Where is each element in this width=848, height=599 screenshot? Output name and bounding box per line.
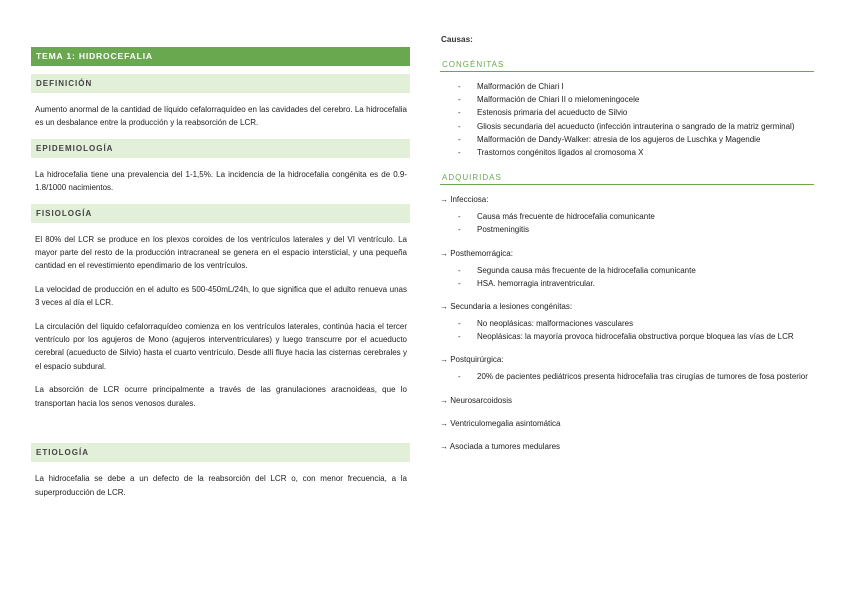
infecciosa-list (440, 210, 814, 236)
list-item: - Malformación de Chiari I (458, 80, 814, 93)
group-label-lesiones-congenitas: → Secundaria a lesiones congénitas: (440, 302, 573, 312)
fisiologia-paragraph: La absorción de LCR ocurre principalmente a través de las granulaciones aracnoideas, que lo transportan hacia los senos venosos durales. (35, 385, 407, 408)
causas-label: Causas: (441, 35, 473, 44)
congenitas-list (440, 80, 814, 159)
document-title: TEMA 1: HIDROCEFALIA (31, 47, 410, 66)
single-ventriculomegalia: → Ventriculomegalia asintomática (440, 418, 561, 428)
list-item: - Estenosis primaria del acueducto de Silvio (458, 106, 814, 119)
section-heading-fisiologia: FISIOLOGÍA (31, 204, 410, 223)
group-label-posthemorragica: → Posthemorrágica: (440, 248, 513, 258)
single-neurosarcoidosis: → Neurosarcoidosis (440, 395, 513, 405)
list-item: - No neoplásicas: malformaciones vasculares (458, 317, 814, 330)
definicion-text: Aumento anormal de la cantidad de líquido cefalorraquídeo en las cavidades del cerebro. La hidrocefalia es un desbalance entre la producción y la reabsorción de LCR. (35, 105, 407, 128)
lesiones-congenitas-list (440, 317, 814, 343)
etiologia-text: La hidrocefalia se debe a un defecto de la reabsorción del LCR o, con menor frecuencia, a la superproducción de LCR. (35, 474, 407, 497)
section-heading-congenitas: CONGÉNITAS (440, 60, 814, 72)
right-column (440, 35, 814, 457)
list-item: - Trastornos congénitos ligados al cromosoma X (458, 146, 814, 159)
list-item: - 20% de pacientes pediátricos presenta hidrocefalia tras cirugías de tumores de fosa posterior (458, 370, 814, 383)
fisiologia-paragraph: El 80% del LCR se produce en los plexos coroides de los ventrículos laterales y del VI ventrículo. La mayor parte del resto de la producción intracraneal se genera en el espacio intersticial, y una pequeña cantidad en el revestimiento ependimario de los ventrículos. (35, 234, 407, 271)
list-item: - Gliosis secundaria del acueducto (infección intrauterina o sangrado de la matriz germinal) (458, 120, 814, 133)
list-item: - Postmeningitis (458, 223, 814, 236)
posthemorragica-list (440, 264, 814, 290)
section-heading-etiologia: ETIOLOGÍA (31, 443, 410, 462)
group-label-infecciosa: → Infecciosa: (440, 195, 489, 205)
section-heading-definicion: DEFINICIÓN (31, 74, 410, 93)
list-item: - Neoplásicas: la mayoría provoca hidrocefalia obstructiva porque bloquea las vías de LCR (458, 330, 814, 343)
left-column (31, 47, 410, 499)
epidemiologia-text: La hidrocefalia tiene una prevalencia del 1-1,5%. La incidencia de la hidrocefalia congénita es de 0.9-1.8/1000 nacimientos. (35, 169, 407, 193)
list-item: - Malformación de Chiari II o mielomeningocele (458, 93, 814, 106)
section-heading-adquiridas: ADQUIRIDAS (440, 173, 814, 185)
fisiologia-paragraph: La velocidad de producción en el adulto es 500-450mL/24h, lo que significa que el adulto renueva unas 3 veces al día el LCR. (35, 284, 407, 308)
group-label-postquirurgica: → Postquirúrgica: (440, 355, 504, 365)
fisiologia-paragraph: La circulación del líquido cefalorraquídeo comienza en los ventrículos laterales, continúa hacia el tercer ventrículo por los agujeros de Mono (agujeros interventriculares) y luego transcurre por el acueducto cerebral (acueducto de Silvio) hasta el cuarto ventrículo. Desde allí fluye hacia las cisternas cerebrales y el espacio subdural. (35, 321, 407, 371)
single-tumores-medulares: → Asociada a tumores medulares (440, 441, 561, 451)
list-item: - HSA. hemorragia intraventricular. (458, 277, 814, 290)
list-item: - Causa más frecuente de hidrocefalia comunicante (458, 210, 814, 223)
section-heading-epidemiologia: EPIDEMIOLOGÍA (31, 139, 410, 158)
list-item: - Malformación de Dandy-Walker: atresia de los agujeros de Luschka y Magendie (458, 133, 814, 146)
list-item: - Segunda causa más frecuente de la hidrocefalia comunicante (458, 264, 814, 277)
postquirurgica-list (440, 370, 814, 383)
